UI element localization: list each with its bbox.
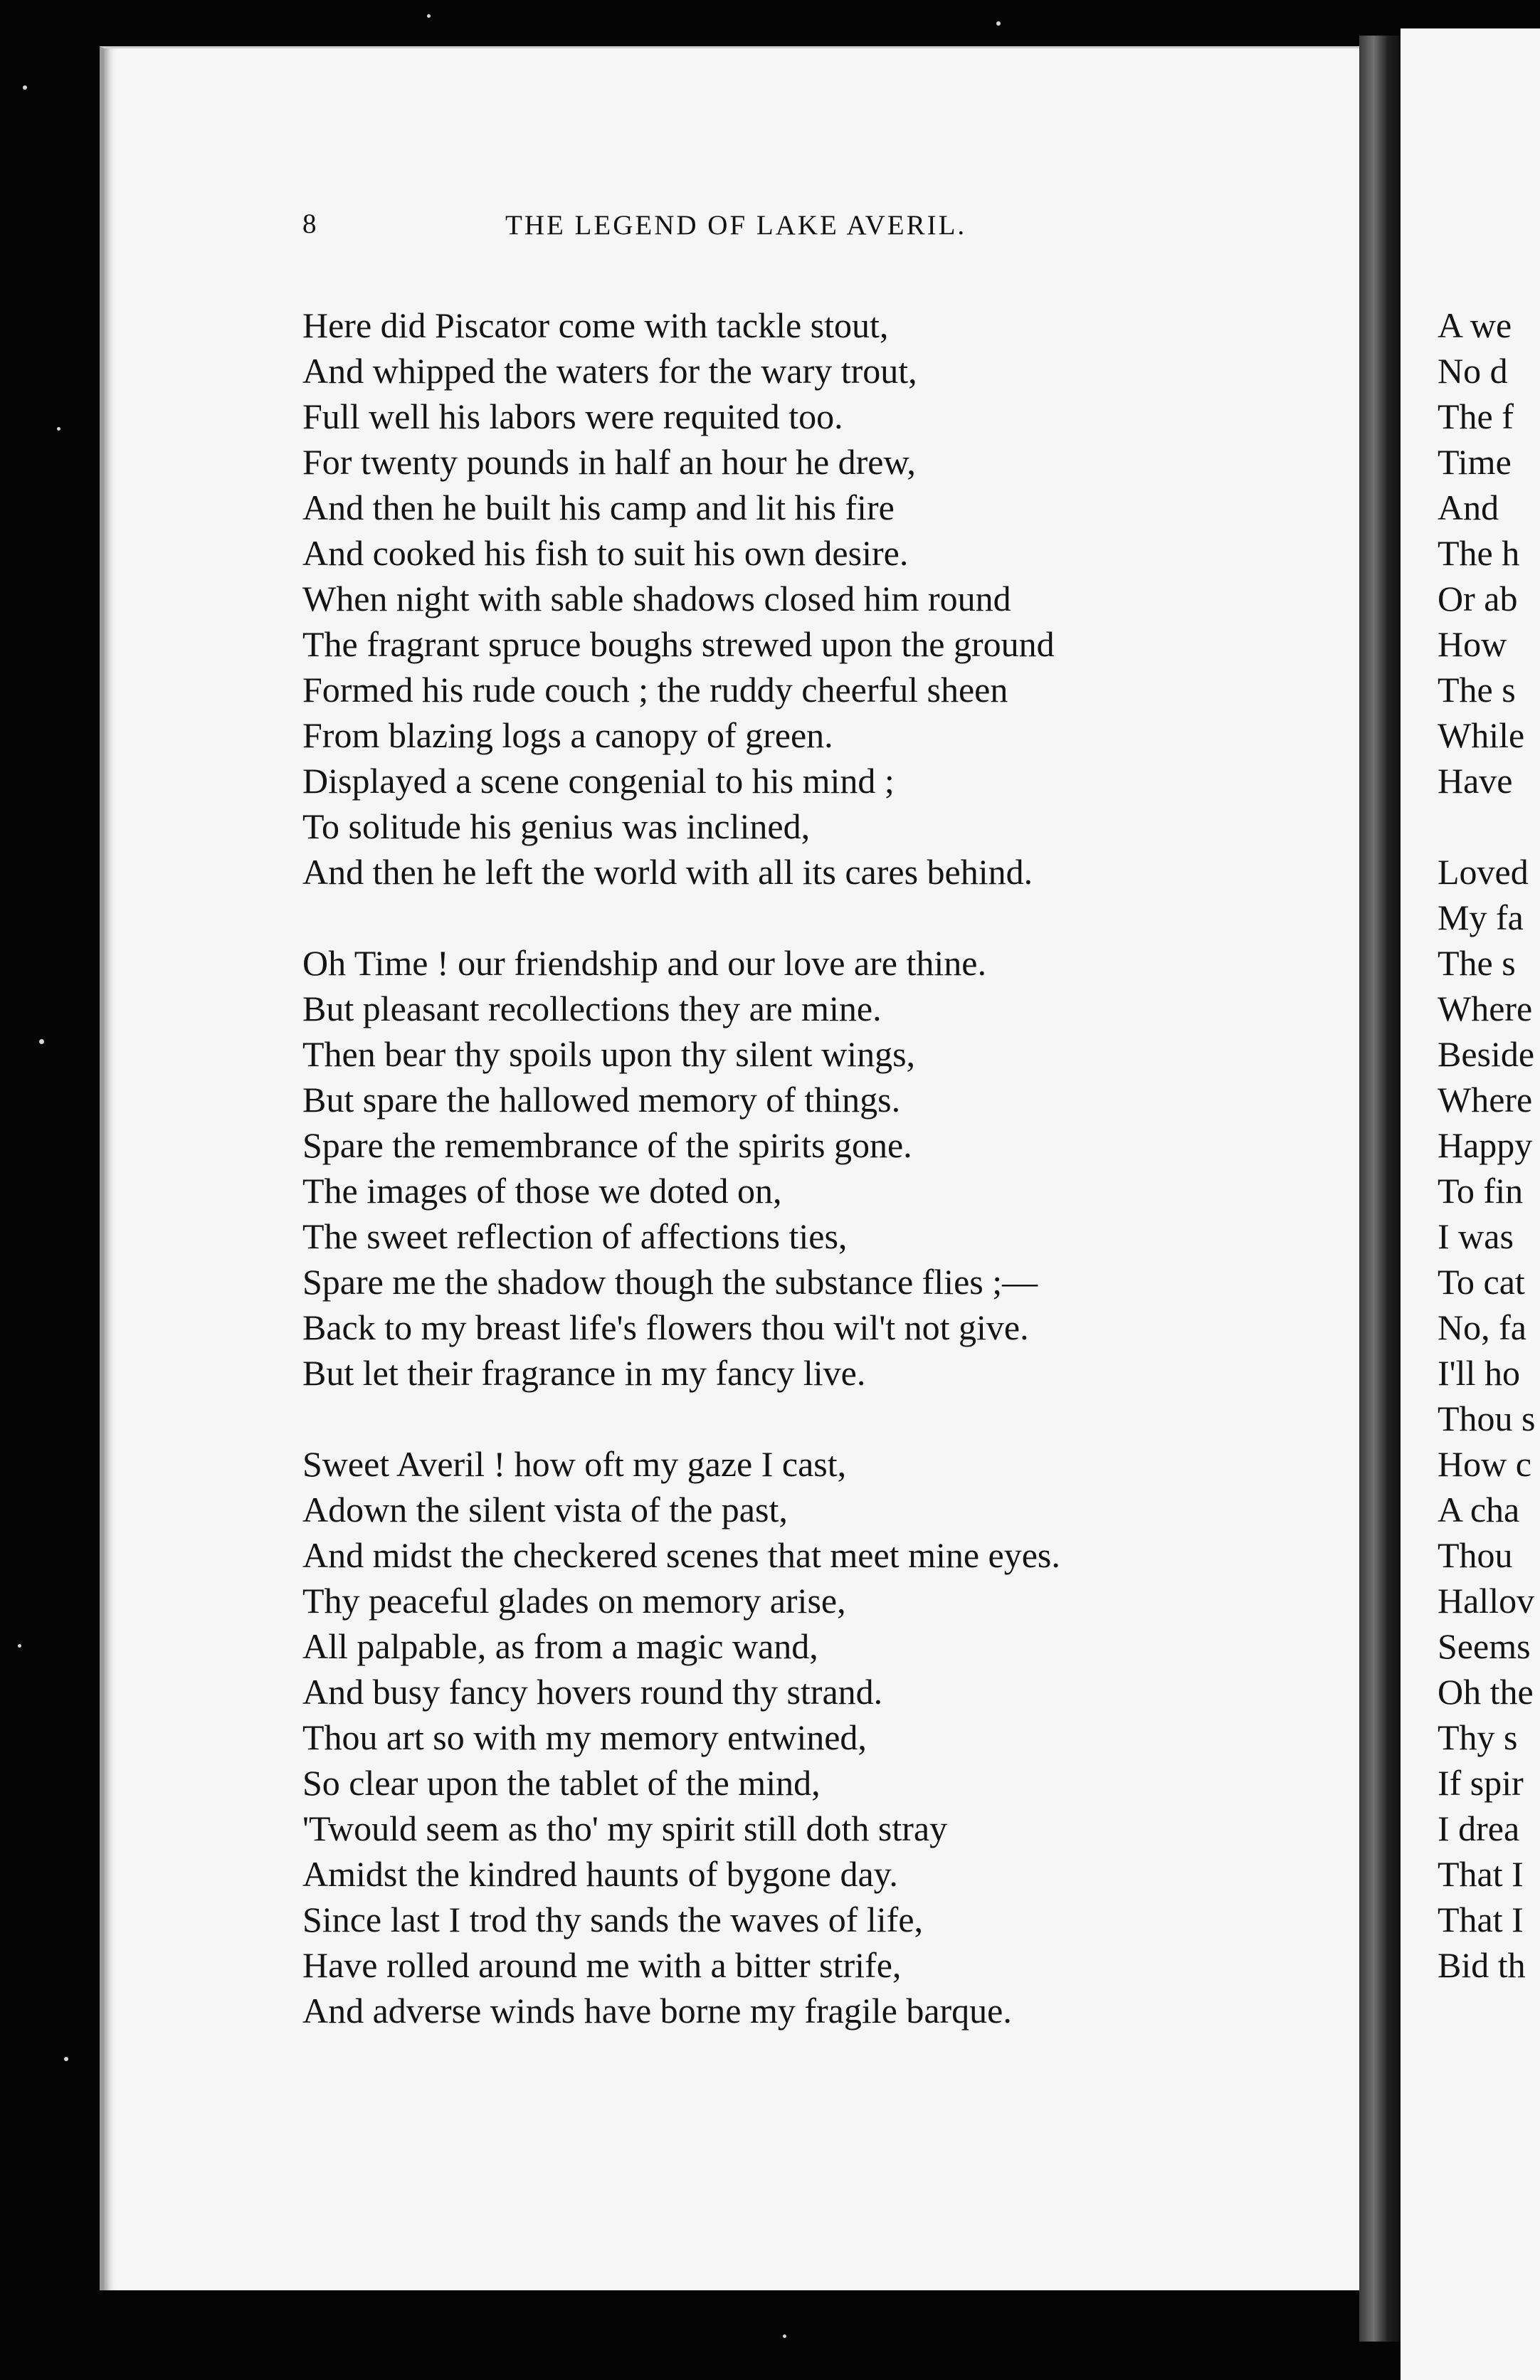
facing-page-line: A cha xyxy=(1438,1490,1520,1529)
stanza-break xyxy=(302,1396,1341,1441)
dust-speck xyxy=(39,1039,44,1044)
poem-line: Adown the silent vista of the past, xyxy=(302,1490,788,1529)
book-gutter xyxy=(1359,36,1401,2342)
facing-page-line: Oh the xyxy=(1438,1672,1534,1712)
running-title: THE LEGEND OF LAKE AVERIL. xyxy=(505,210,967,241)
poem-line: Full well his labors were requited too. xyxy=(302,396,843,436)
facing-page-line: Thou s xyxy=(1438,1399,1536,1438)
poem-line: But let their fragrance in my fancy live. xyxy=(302,1353,866,1393)
stanza-break xyxy=(302,895,1341,940)
poem-line: Thou art so with my memory entwined, xyxy=(302,1717,867,1757)
facing-page-line: No d xyxy=(1438,351,1508,391)
poem-line: The images of those we doted on, xyxy=(302,1171,782,1211)
stanza-3 xyxy=(302,1441,1341,2033)
poem-line: Have rolled around me with a bitter strife, xyxy=(302,1945,902,1985)
poem-line: Sweet Averil ! how oft my gaze I cast, xyxy=(302,1444,847,1484)
stanza-1 xyxy=(302,302,1341,895)
poem-line: The fragrant spruce boughs strewed upon the ground xyxy=(302,624,1055,664)
poem-line: The sweet reflection of affections ties, xyxy=(302,1216,848,1256)
poem-line: To solitude his genius was inclined, xyxy=(302,806,811,846)
dust-speck xyxy=(427,14,431,18)
poem-line: Amidst the kindred haunts of bygone day. xyxy=(302,1854,898,1894)
facing-page-line: The s xyxy=(1438,670,1516,710)
facing-page-line: The s xyxy=(1438,943,1516,983)
poem-line: All palpable, as from a magic wand, xyxy=(302,1626,818,1666)
facing-page-line: I drea xyxy=(1438,1808,1520,1848)
facing-page-line: Thy s xyxy=(1438,1717,1518,1757)
facing-page-line: Hallov xyxy=(1438,1581,1535,1621)
facing-page-line: Loved xyxy=(1438,852,1529,892)
facing-page-line: Seems xyxy=(1438,1626,1531,1666)
facing-page-line: How xyxy=(1438,624,1507,664)
facing-page-line: Thou xyxy=(1438,1535,1513,1575)
poem-line: From blazing logs a canopy of green. xyxy=(302,715,833,755)
poem-line: So clear upon the tablet of the mind, xyxy=(302,1763,821,1803)
dust-speck xyxy=(783,2334,786,2338)
poem-line: Displayed a scene congenial to his mind ; xyxy=(302,761,895,801)
poem-line: And whipped the waters for the wary trout, xyxy=(302,351,917,391)
poem-line: But spare the hallowed memory of things. xyxy=(302,1080,901,1120)
poem-line: Then bear thy spoils upon thy silent wings, xyxy=(302,1034,916,1074)
facing-page-line: To fin xyxy=(1438,1171,1524,1211)
poem-line: Formed his rude couch ; the ruddy cheerful sheen xyxy=(302,670,1008,710)
facing-page-line: How c xyxy=(1438,1444,1531,1484)
dust-speck xyxy=(64,2057,68,2061)
facing-page-line xyxy=(1438,804,1540,849)
poem-line: Spare the remembrance of the spirits gone. xyxy=(302,1125,912,1165)
facing-page-line: To cat xyxy=(1438,1262,1525,1302)
poem-line: Here did Piscator come with tackle stout, xyxy=(302,305,889,345)
facing-page-line: While xyxy=(1438,715,1525,755)
facing-page-line: No, fa xyxy=(1438,1307,1526,1347)
facing-page-line: Where xyxy=(1438,989,1533,1028)
facing-page-line: A we xyxy=(1438,305,1512,345)
facing-page-text xyxy=(1438,302,1540,1988)
poem-body xyxy=(302,302,1341,2033)
facing-page-line: Time xyxy=(1438,442,1512,482)
dust-speck xyxy=(23,85,27,90)
dust-speck xyxy=(996,21,1001,26)
facing-page-line: Or ab xyxy=(1438,579,1518,618)
poem-line: And then he built his camp and lit his fire xyxy=(302,488,895,527)
poem-line: Back to my breast life's flowers thou wil't not give. xyxy=(302,1307,1029,1347)
dust-speck xyxy=(57,427,60,431)
facing-page-line: I'll ho xyxy=(1438,1353,1520,1393)
poem-line: But pleasant recollections they are mine. xyxy=(302,989,882,1028)
poem-line: Thy peaceful glades on memory arise, xyxy=(302,1581,846,1621)
poem-line: And cooked his fish to suit his own desire. xyxy=(302,533,909,573)
facing-page-line: That I xyxy=(1438,1854,1524,1894)
facing-page-line: Beside xyxy=(1438,1034,1535,1074)
poem-line: When night with sable shadows closed him round xyxy=(302,579,1011,618)
facing-page-line: Have xyxy=(1438,761,1513,801)
facing-page-line: My fa xyxy=(1438,897,1524,937)
dust-speck xyxy=(18,1644,21,1648)
poem-line: Oh Time ! our friendship and our love are thine. xyxy=(302,943,986,983)
facing-page-line: Happy xyxy=(1438,1125,1533,1165)
facing-page-line: The h xyxy=(1438,533,1520,573)
facing-page-line: I was xyxy=(1438,1216,1514,1256)
page-header xyxy=(302,208,1299,251)
facing-page-line: Where xyxy=(1438,1080,1533,1120)
facing-page-line: Bid th xyxy=(1438,1945,1526,1985)
page-number: 8 xyxy=(302,209,319,239)
poem-line: Spare me the shadow though the substance flies ;— xyxy=(302,1262,1038,1302)
facing-page-line: If spir xyxy=(1438,1763,1524,1803)
poem-line: For twenty pounds in half an hour he drew, xyxy=(302,442,916,482)
poem-line: And midst the checkered scenes that meet mine eyes. xyxy=(302,1535,1060,1575)
facing-page-line: The f xyxy=(1438,396,1514,436)
poem-line: 'Twould seem as tho' my spirit still doth stray xyxy=(302,1808,948,1848)
facing-page-line: That I xyxy=(1438,1900,1524,1939)
facing-page-line: And xyxy=(1438,488,1499,527)
poem-line: And busy fancy hovers round thy strand. xyxy=(302,1672,883,1712)
poem-line: And then he left the world with all its cares behind. xyxy=(302,852,1033,892)
poem-line: Since last I trod thy sands the waves of life, xyxy=(302,1900,924,1939)
poem-line: And adverse winds have borne my fragile barque. xyxy=(302,1991,1012,2031)
stanza-2 xyxy=(302,940,1341,1396)
